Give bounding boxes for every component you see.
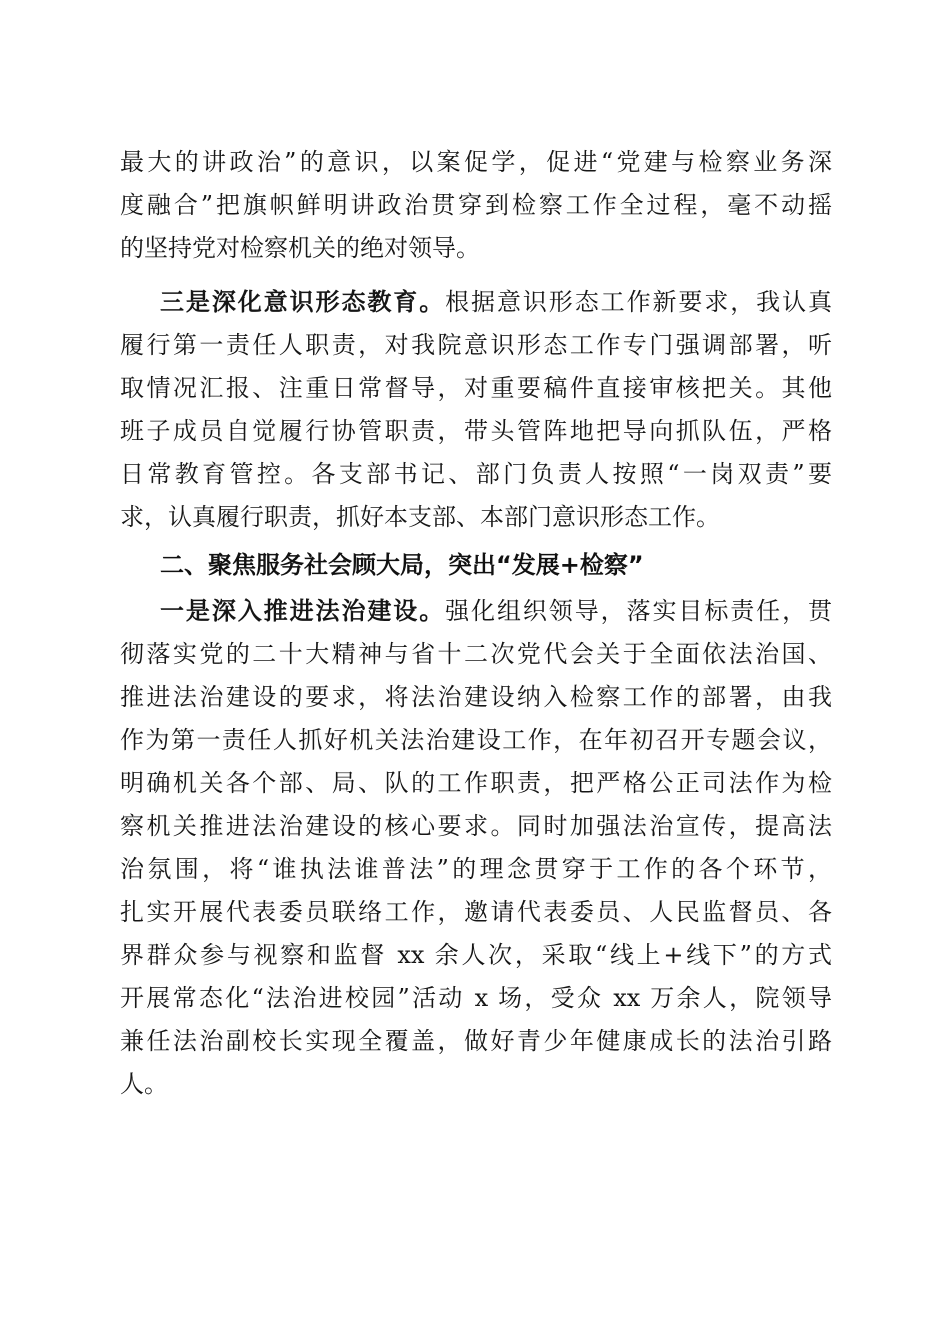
paragraph-line: 班子成员自觉履行协管职责，带头管阵地把导向抓队伍，严格 bbox=[120, 417, 832, 445]
paragraph-text: 根据意识形态工作新要求，我认真 bbox=[445, 288, 833, 316]
paragraph-line: 明确机关各个部、局、队的工作职责，把严格公正司法作为检 bbox=[120, 769, 832, 797]
paragraph-line: 日常教育管控。各支部书记、部门负责人按照“一岗双责”要 bbox=[120, 460, 832, 488]
paragraph-line: 履行第一责任人职责，对我院意识形态工作专门强调部署，听 bbox=[120, 331, 832, 359]
paragraph-lead-phrase: 三是深化意识形态教育。 bbox=[160, 287, 446, 316]
paragraph-first-line bbox=[160, 287, 832, 317]
paragraph-line: 彻落实党的二十大精神与省十二次党代会关于全面依法治国、 bbox=[120, 640, 832, 668]
paragraph-line: 取情况汇报、注重日常督导，对重要稿件直接审核把关。其他 bbox=[120, 374, 832, 402]
paragraph-line: 度融合”把旗帜鲜明讲政治贯穿到检察工作全过程，毫不动摇 bbox=[120, 191, 832, 219]
paragraph-line: 的坚持党对检察机关的绝对领导。 bbox=[120, 234, 480, 262]
paragraph-first-line bbox=[160, 596, 832, 626]
paragraph-line: 界群众参与视察和监督 xx 余人次，采取“线上+线下”的方式 bbox=[120, 941, 832, 969]
paragraph-line: 最大的讲政治”的意识，以案促学，促进“党建与检察业务深 bbox=[120, 148, 832, 176]
paragraph-line: 求，认真履行职责，抓好本支部、本部门意识形态工作。 bbox=[120, 503, 720, 531]
paragraph-line: 扎实开展代表委员联络工作，邀请代表委员、人民监督员、各 bbox=[120, 898, 832, 926]
paragraph-line: 作为第一责任人抓好机关法治建设工作，在年初召开专题会议， bbox=[120, 726, 832, 754]
section-heading: 二、聚焦服务社会顾大局，突出“发展+检察” bbox=[160, 551, 644, 579]
paragraph-text: 强化组织领导，落实目标责任，贯 bbox=[445, 597, 833, 625]
paragraph-lead-phrase: 一是深入推进法治建设。 bbox=[160, 596, 446, 625]
paragraph-line: 兼任法治副校长实现全覆盖，做好青少年健康成长的法治引路 bbox=[120, 1027, 832, 1055]
paragraph-line: 察机关推进法治建设的核心要求。同时加强法治宣传，提高法 bbox=[120, 812, 832, 840]
paragraph-line: 人。 bbox=[120, 1070, 168, 1098]
paragraph-line: 推进法治建设的要求，将法治建设纳入检察工作的部署，由我 bbox=[120, 683, 832, 711]
paragraph-line: 开展常态化“法治进校园”活动 x 场，受众 xx 万余人，院领导 bbox=[120, 984, 832, 1012]
paragraph-line: 治氛围，将“谁执法谁普法”的理念贯穿于工作的各个环节， bbox=[120, 855, 832, 883]
